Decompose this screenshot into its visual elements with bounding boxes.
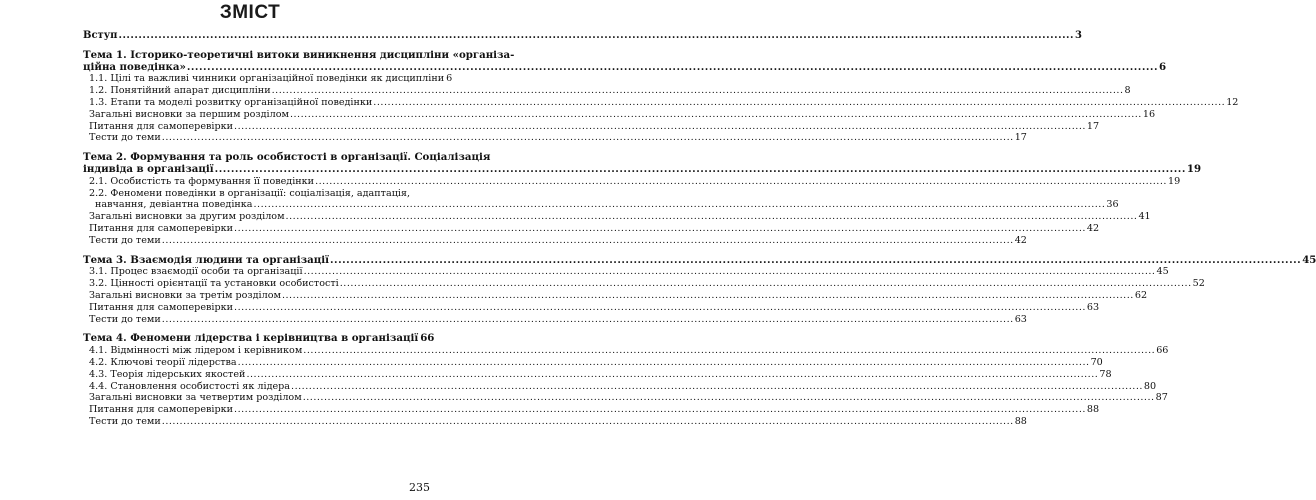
toc-entry[interactable] [83, 48, 515, 62]
toc-entry[interactable] [83, 356, 1103, 369]
toc-entry-label: ційна поведінка» [83, 60, 186, 73]
toc-entry-page: 78 [1099, 368, 1112, 380]
toc-entry-page: 66 [420, 332, 435, 345]
toc-entry-page: 63 [1014, 313, 1027, 325]
toc-entry[interactable] [83, 108, 1156, 121]
page-number: 235 [409, 481, 430, 494]
toc-leader-dots [315, 176, 1167, 188]
toc-entry-page: 45 [1156, 266, 1169, 278]
toc-entry-page: 17 [1014, 132, 1027, 144]
toc-entry-label: 4.4. Становлення особистості як лідера [89, 380, 291, 392]
toc-entry-label: Тести до теми [89, 234, 161, 246]
toc-entry-page: 88 [1086, 404, 1100, 416]
toc-entry-label: Питання для самоперевірки [89, 120, 234, 132]
toc-entry[interactable] [83, 188, 428, 200]
toc-entry-label: навчання, девіантна поведінка [95, 199, 253, 211]
toc-entry-label: 2.2. Феномени поведінки в організації: соціалізація, адаптація, [89, 187, 411, 199]
toc-entry[interactable] [83, 278, 1205, 290]
toc-entry-label: 2.1. Особистість та формування її поведінки [89, 175, 315, 187]
toc-entry-label: 4.1. Відмінності між лідером і керівником [89, 345, 303, 357]
toc-entry-label: Питання для самоперевірки [89, 404, 234, 416]
table-of-contents [83, 30, 1316, 428]
toc-entry[interactable] [83, 60, 1167, 74]
toc-entry-page: 3 [1075, 30, 1082, 41]
toc-entry[interactable] [83, 222, 1100, 235]
toc-entry-label: Питання для самоперевірки [89, 301, 234, 313]
toc-entry-label: 1.3. Етапи та моделі розвитку організаційної поведінки [89, 96, 373, 108]
toc-entry-page: 19 [1186, 162, 1202, 175]
toc-leader-dots [118, 30, 1074, 42]
toc-entry-page: 88 [1014, 415, 1027, 427]
toc-leader-dots [303, 345, 1155, 357]
toc-entry-page: 63 [1086, 301, 1100, 313]
toc-leader-dots [340, 278, 1192, 290]
toc-entry[interactable] [83, 175, 1181, 188]
toc-leader-dots [282, 290, 1134, 302]
toc-entry-page: 80 [1143, 380, 1157, 392]
toc-leader-dots [286, 211, 1138, 223]
toc-entry[interactable] [83, 332, 435, 345]
toc-entry[interactable] [83, 392, 1168, 404]
toc-leader-dots [330, 255, 1301, 267]
toc-entry[interactable] [83, 368, 1112, 381]
toc-entry[interactable] [83, 73, 453, 85]
toc-entry-label: Тести до теми [89, 313, 161, 325]
toc-leader-dots [234, 404, 1086, 416]
toc-entry[interactable] [83, 211, 1151, 223]
toc-leader-dots [162, 416, 1014, 428]
toc-entry[interactable] [83, 289, 1148, 302]
toc-entry-page: 19 [1167, 175, 1181, 187]
toc-entry[interactable] [83, 301, 1100, 314]
toc-entry-label: 4.3. Теорія лідерських якостей [89, 368, 246, 380]
toc-entry[interactable] [83, 120, 1100, 133]
toc-leader-dots [246, 369, 1098, 381]
toc-entry-label: Тести до теми [89, 132, 161, 144]
toc-entry-label: Тема 4. Феномени лідерства і керівництва в організації [83, 332, 419, 345]
toc-entry-label: 3.1. Процес взаємодії особи та організації [89, 266, 303, 278]
toc-leader-dots [234, 302, 1086, 314]
toc-entry[interactable] [83, 253, 1316, 267]
toc-entry-label: 4.2. Ключові теорії лідерства [89, 356, 237, 368]
toc-entry[interactable] [83, 266, 1169, 278]
page-title: ЗМІСТ [219, 2, 281, 23]
toc-leader-dots [162, 132, 1014, 144]
toc-leader-dots [303, 392, 1155, 404]
toc-entry-page: 62 [1134, 289, 1148, 301]
toc-entry[interactable] [83, 30, 1082, 42]
toc-entry[interactable] [83, 234, 1027, 247]
toc-entry-page: 17 [1086, 120, 1100, 132]
toc-entry[interactable] [83, 162, 1202, 176]
toc-entry-page: 12 [1226, 96, 1239, 108]
toc-leader-dots [162, 235, 1014, 247]
toc-entry-page: 70 [1090, 356, 1103, 368]
toc-entry-page: 16 [1142, 108, 1156, 120]
toc-entry-page: 36 [1106, 199, 1119, 211]
toc-entry-label: Питання для самоперевірки [89, 222, 234, 234]
toc-leader-dots [373, 97, 1225, 109]
toc-leader-dots [272, 85, 1124, 97]
toc-entry[interactable] [83, 345, 1169, 357]
toc-entry[interactable] [83, 313, 1027, 326]
toc-entry-label: Загальні висновки за першим розділом [89, 108, 289, 120]
toc-entry-label: Загальні висновки за четвертим розділом [89, 392, 302, 404]
toc-leader-dots [234, 121, 1086, 133]
toc-entry-page: 6 [446, 73, 453, 85]
toc-entry-label: Тести до теми [89, 415, 161, 427]
toc-entry[interactable] [83, 132, 1027, 144]
toc-entry-label: Загальні висновки за третім розділом [89, 289, 281, 301]
toc-entry[interactable] [83, 85, 1131, 97]
toc-entry-label: Вступ [83, 30, 118, 41]
toc-entry-page: 41 [1138, 211, 1151, 223]
toc-leader-dots [162, 314, 1014, 326]
toc-leader-dots [304, 266, 1156, 278]
toc-entry[interactable] [83, 380, 1157, 393]
toc-entry-page: 42 [1086, 222, 1100, 234]
toc-leader-dots [254, 199, 1106, 211]
toc-leader-dots [291, 381, 1143, 393]
toc-entry-label: 1.1. Цілі та важливі чинники організаційної поведінки як дисципліни [89, 73, 445, 85]
toc-entry-page: 6 [1159, 60, 1167, 73]
toc-leader-dots [290, 109, 1142, 121]
toc-entry-page: 8 [1124, 85, 1131, 97]
toc-leader-dots [215, 164, 1186, 176]
toc-entry-page: 45 [1302, 253, 1316, 266]
toc-entry-label: Тема 2. Формування та роль особистості в організації. Соціалізація [83, 151, 491, 164]
toc-entry-label: індивіда в організації [83, 162, 214, 175]
toc-leader-dots [234, 223, 1086, 235]
toc-entry[interactable] [83, 404, 1100, 416]
toc-entry-page: 42 [1014, 234, 1027, 246]
toc-leader-dots [238, 357, 1090, 369]
toc-leader-dots [187, 62, 1158, 74]
toc-entry-label: 1.2. Понятійний апарат дисципліни [89, 85, 271, 97]
toc-entry-label: Загальні висновки за другим розділом [89, 211, 285, 223]
toc-entry-label: 3.2. Цінності орієнтації та установки особистості [89, 278, 339, 290]
toc-entry[interactable] [83, 199, 1119, 211]
toc-entry[interactable] [83, 415, 1027, 428]
toc-entry[interactable] [83, 96, 1239, 109]
toc-entry-label: Тема 1. Історико-теоретичні витоки виникнення дисципліни «організа- [83, 48, 515, 61]
toc-entry-label: Тема 3. Взаємодія людини та організації [83, 253, 329, 266]
toc-entry-page: 87 [1155, 392, 1168, 404]
toc-entry-page: 52 [1192, 278, 1205, 290]
toc-entry-page: 66 [1156, 345, 1169, 357]
